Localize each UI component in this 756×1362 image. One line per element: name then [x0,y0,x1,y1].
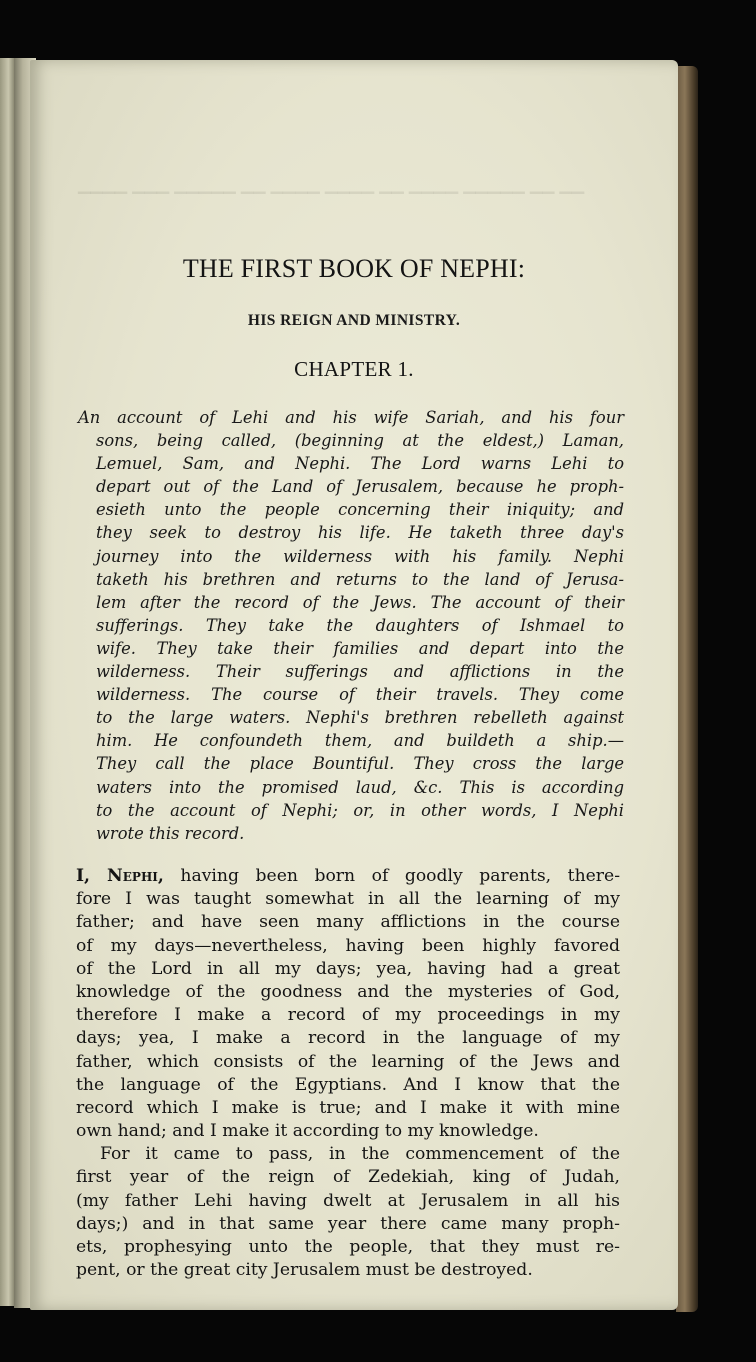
body-line: For it came to pass, in the commencement of the [100,1144,620,1165]
summary-line: wife. They take their families and depart into the [96,638,624,658]
opening-words: I, Nephi, [76,866,164,886]
body-line: fore I was taught somewhat in all the learning of my [76,889,620,910]
body-line: record which I make is true; and I make it with mine [76,1097,620,1118]
summary-line: waters into the promised laud, &c. This is according [96,777,624,797]
summary-line: sons, being called, (beginning at the eldest,) Laman, [96,431,624,451]
book-title: THE FIRST BOOK OF NEPHI: [182,254,526,283]
summary-line: An account of Lehi and his wife Sariah, and his four [78,408,624,427]
summary-line: depart out of the Land of Jerusalem, because he proph- [96,477,624,497]
show-through-text: ▁▁▁▁ ▁▁▁ ▁▁▁▁▁ ▁▁ ▁▁▁▁ ▁▁▁▁ ▁▁ ▁▁▁▁ ▁▁▁▁▁ ▁▁ ▁▁ [78,175,585,194]
summary-line: wilderness. The course of their travels. They come [96,685,624,705]
summary-line: to the account of Nephi; or, in other words, I Nephi [96,800,624,820]
summary-line: wrote this record. [96,823,245,843]
body-line: knowledge of the goodness and the mysteries of God, [76,981,620,1002]
body-line: ets, prophesying unto the people, that they must re- [76,1237,620,1257]
body-line: (my father Lehi having dwelt at Jerusalem in all his [76,1190,620,1211]
body-line: of the Lord in all my days; yea, having had a great [76,958,620,979]
summary-line: They call the place Bountiful. They cross the large [96,754,624,774]
opening-line-rest: having been born of goodly parents, there- [163,866,621,886]
chapter-summary [78,406,624,845]
summary-line: wilderness. Their sufferings and afflictions in the [96,662,624,682]
summary-line: to the large waters. Nephi's brethren rebelleth against [96,708,624,728]
body-line: pent, or the great city Jerusalem must be destroyed. [76,1260,533,1281]
body-line: first year of the reign of Zedekiah, king of Judah, [76,1167,620,1188]
left-page-edge [0,58,14,1306]
chapter-heading: CHAPTER 1. [294,357,414,381]
chapter-body [76,865,620,1282]
body-line: days;) and in that same year there came many proph- [76,1213,620,1234]
body-line: therefore I make a record of my proceedings in my [76,1005,620,1026]
body-line: days; yea, I make a record in the language of my [76,1028,620,1049]
book-fore-edge [676,66,698,1312]
book-page [30,60,678,1310]
body-line [76,865,620,888]
body-line: father, which consists of the learning of the Jews and [76,1051,620,1072]
summary-line: sufferings. They take the daughters of Ishmael to [96,615,624,635]
body-line: father; and have seen many afflictions in the course [76,912,620,933]
summary-line: taketh his brethren and returns to the land of Jerusa- [96,569,624,589]
summary-line: lem after the record of the Jews. The account of their [96,592,624,612]
body-line: the language of the Egyptians. And I know that the [76,1074,620,1095]
summary-line: journey into the wilderness with his family. Nephi [96,546,624,566]
summary-line: him. He confoundeth them, and buildeth a ship.— [96,731,624,751]
summary-line: esieth unto the people concerning their iniquity; and [96,500,624,520]
summary-line: they seek to destroy his life. He taketh three day's [96,523,624,543]
summary-line: Lemuel, Sam, and Nephi. The Lord warns Lehi to [96,454,624,474]
book-subtitle: HIS REIGN AND MINISTRY. [247,312,461,329]
body-line: own hand; and I make it according to my knowledge. [76,1121,539,1142]
body-line: of my days—nevertheless, having been highly favored [76,935,620,956]
